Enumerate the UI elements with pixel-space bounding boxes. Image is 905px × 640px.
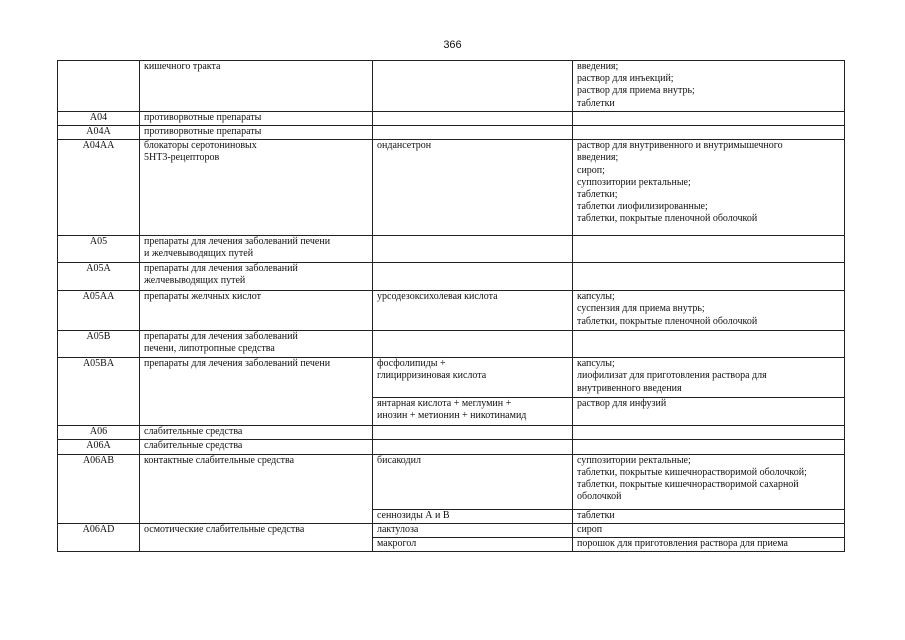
cell-line: противорвотные препараты (144, 111, 262, 123)
cell-line: препараты для лечения заболеваний (144, 263, 298, 275)
cell-line: внутривенного введения (577, 382, 682, 394)
cell-line: бисакодил (377, 454, 421, 466)
cell-line: препараты желчных кислот (144, 291, 262, 303)
substance-cell (373, 111, 573, 125)
atc-code-cell: A06AB (58, 454, 140, 523)
dosage-forms-cell (573, 538, 845, 552)
dosage-forms-cell (573, 509, 845, 523)
dosage-forms-cell (573, 126, 845, 140)
cell-line: суппозитории ректальные; (577, 176, 691, 188)
atc-code-cell (58, 61, 140, 112)
cell-line: фосфолипиды + (377, 358, 446, 370)
cell-line: препараты для лечения заболеваний печени (144, 236, 331, 248)
dosage-forms-cell (573, 358, 845, 398)
cell-line: таблетки (577, 97, 615, 109)
table-row (58, 291, 845, 331)
table-row (58, 263, 845, 291)
substance-cell (373, 358, 573, 398)
cell-line: капсулы; (577, 358, 615, 370)
substance-cell (373, 398, 573, 426)
atc-code-cell: A06AD (58, 523, 140, 551)
atc-code-cell: A05AA (58, 291, 140, 331)
cell-line: макрогол (377, 538, 417, 550)
cell-line: таблетки; (577, 189, 618, 201)
cell-line: печени, липотропные средства (144, 343, 275, 355)
group-name-cell (140, 358, 373, 426)
group-name-cell (140, 523, 373, 551)
group-name-cell (140, 111, 373, 125)
table-row (58, 440, 845, 454)
group-name-cell (140, 454, 373, 523)
medicines-table (57, 60, 845, 552)
cell-line: раствор для инфузий (577, 398, 667, 410)
substance-cell (373, 126, 573, 140)
atc-code-cell: A06 (58, 426, 140, 440)
dosage-forms-cell (573, 236, 845, 263)
substance-cell (373, 509, 573, 523)
cell-line: противорвотные препараты (144, 126, 262, 138)
group-name-cell (140, 236, 373, 263)
cell-line: урсодезоксихолевая кислота (377, 291, 498, 303)
cell-line: инозин + метионин + никотинамид (377, 410, 527, 422)
table-row (58, 358, 845, 398)
dosage-forms-cell (573, 140, 845, 236)
cell-line: суспензия для приема внутрь; (577, 303, 705, 315)
group-name-cell (140, 291, 373, 331)
table-row (58, 111, 845, 125)
substance-cell (373, 523, 573, 537)
group-name-cell (140, 140, 373, 236)
table-row (58, 454, 845, 509)
cell-line: контактные слабительные средства (144, 454, 295, 466)
atc-code-cell: A06A (58, 440, 140, 454)
atc-code-cell: A04AA (58, 140, 140, 236)
cell-line: янтарная кислота + меглумин + (377, 398, 512, 410)
substance-cell (373, 140, 573, 236)
cell-line: таблетки, покрытые пленочной оболочкой (577, 315, 758, 327)
cell-line: желчевыводящих путей (144, 275, 246, 287)
substance-cell (373, 61, 573, 112)
cell-line: таблетки, покрытые кишечнорастворимой сахарной (577, 479, 799, 491)
cell-line: оболочкой (577, 491, 622, 503)
dosage-forms-cell (573, 111, 845, 125)
group-name-cell (140, 263, 373, 291)
substance-cell (373, 538, 573, 552)
cell-line: осмотические слабительные средства (144, 523, 305, 535)
cell-line: 5HT3-рецепторов (144, 152, 220, 164)
table-body (58, 61, 845, 552)
cell-line: слабительные средства (144, 440, 243, 452)
page-number: 366 (443, 39, 462, 51)
cell-line: и желчевыводящих путей (144, 248, 254, 260)
cell-line: глицирризиновая кислота (377, 370, 487, 382)
dosage-forms-cell (573, 61, 845, 112)
dosage-forms-cell (573, 398, 845, 426)
cell-line: кишечного тракта (144, 61, 221, 72)
cell-line: сироп (577, 523, 603, 535)
group-name-cell (140, 61, 373, 112)
cell-line: суппозитории ректальные; (577, 454, 691, 466)
table-row (58, 426, 845, 440)
group-name-cell (140, 426, 373, 440)
cell-line: ондансетрон (377, 140, 432, 152)
table-row (58, 126, 845, 140)
table-row (58, 236, 845, 263)
atc-code-cell: A05B (58, 331, 140, 358)
cell-line: раствор для приема внутрь; (577, 85, 695, 97)
group-name-cell (140, 126, 373, 140)
atc-code-cell: A04 (58, 111, 140, 125)
cell-line: блокаторы серотониновых (144, 140, 257, 152)
cell-line: введения; (577, 152, 619, 164)
cell-line: капсулы; (577, 291, 615, 303)
cell-line: таблетки, покрытые кишечнорастворимой оболочкой; (577, 466, 807, 478)
table-row (58, 331, 845, 358)
dosage-forms-cell (573, 291, 845, 331)
table-row (58, 61, 845, 112)
cell-line: слабительные средства (144, 426, 243, 438)
substance-cell (373, 236, 573, 263)
substance-cell (373, 454, 573, 509)
cell-line: раствор для инъекций; (577, 73, 674, 85)
cell-line: введения; (577, 61, 619, 72)
atc-code-cell: A05BA (58, 358, 140, 426)
substance-cell (373, 331, 573, 358)
dosage-forms-cell (573, 263, 845, 291)
dosage-forms-cell (573, 523, 845, 537)
atc-code-cell: A04A (58, 126, 140, 140)
dosage-forms-cell (573, 454, 845, 509)
table-row (58, 523, 845, 537)
substance-cell (373, 263, 573, 291)
dosage-forms-cell (573, 440, 845, 454)
substance-cell (373, 426, 573, 440)
table-row (58, 140, 845, 236)
dosage-forms-cell (573, 426, 845, 440)
cell-line: препараты для лечения заболеваний печени (144, 358, 331, 370)
atc-code-cell: A05A (58, 263, 140, 291)
substance-cell (373, 291, 573, 331)
cell-line: порошок для приготовления раствора для приема (577, 538, 788, 550)
cell-line: таблетки (577, 509, 615, 521)
group-name-cell (140, 440, 373, 454)
dosage-forms-cell (573, 331, 845, 358)
substance-cell (373, 440, 573, 454)
cell-line: сеннозиды А и В (377, 509, 450, 521)
cell-line: лиофилизат для приготовления раствора для (577, 370, 767, 382)
cell-line: таблетки, покрытые пленочной оболочкой (577, 213, 758, 225)
cell-line: раствор для внутривенного и внутримышечного (577, 140, 783, 152)
cell-line: препараты для лечения заболеваний (144, 331, 298, 343)
group-name-cell (140, 331, 373, 358)
atc-code-cell: A05 (58, 236, 140, 263)
cell-line: лактулоза (377, 523, 419, 535)
cell-line: сироп; (577, 164, 605, 176)
cell-line: таблетки лиофилизированные; (577, 201, 708, 213)
